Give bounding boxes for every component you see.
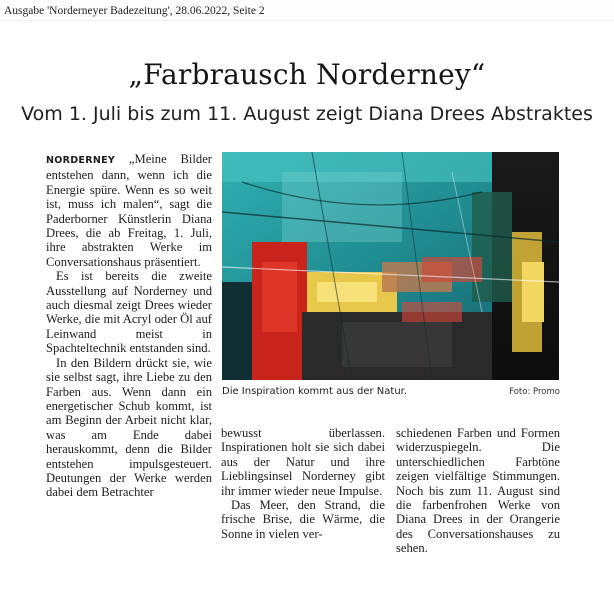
article-paragraph: Das Meer, den Strand, die frische Brise, die Wärme, die Sonne in vielen ver- bbox=[221, 498, 385, 541]
article-paragraph: Es ist bereits die zweite Ausstellung auf Norderney und auch diesmal zeigt Drees wieder Werke, die mit Acryl oder Öl auf Leinwand meist in Spachteltechnik entstanden sind. bbox=[46, 269, 212, 356]
photo-credit: Foto: Promo bbox=[509, 387, 560, 397]
article-column-3 bbox=[396, 426, 560, 556]
article-paragraph: In den Bildern drückt sie, wie sie selbst sagt, ihre Liebe zu den Farben aus. Wenn dann ein energetischer Schub kommt, ist am Beginn der Arbeit nicht klar, was am Ende dabei herauskommt, denn die Bilder entstehen impulsgesteuert. Deutungen der Werke werden dabei dem Betrachter bbox=[46, 355, 212, 500]
abstract-painting-icon bbox=[222, 152, 559, 380]
photo-caption: Die Inspiration kommt aus der Natur. bbox=[222, 386, 408, 397]
subheadline: Vom 1. Juli bis zum 11. August zeigt Diana Drees Abstraktes bbox=[21, 103, 593, 125]
abstract-painting-photo bbox=[222, 152, 559, 380]
article-paragraph bbox=[46, 152, 212, 269]
paragraph-text: „Meine Bilder entstehen dann, wenn ich die Energie spüre. Wenn es so weit ist, muss ich malen“, sagt die Paderborner Künstlerin Diana Drees, die ab Freitag, 1. Juli, ihre abstrakten Werke im Conversationshaus präsentiert. bbox=[46, 152, 212, 269]
dateline: NORDERNEY bbox=[46, 155, 116, 166]
article-paragraph: schiedenen Farben und Formen widerzuspiegeln. Die unterschiedlichen Farbtöne zeigen vielfältige Stimmungen. Noch bis zum 11. August sind die farbenfrohen Werke von Diana Drees in der Orangerie des Conversationshauses zu sehen. bbox=[396, 426, 560, 556]
article-paragraph: bewusst überlassen. Inspirationen holt sie sich dabei aus der Natur und ihre Lieblingsinsel Norderney gibt ihr immer wieder neue Impulse. bbox=[221, 426, 385, 498]
source-bar bbox=[0, 0, 614, 21]
source-line: Ausgabe 'Norderneyer Badezeitung', 28.06.2022, Seite 2 bbox=[4, 5, 265, 17]
headline: „Farbrausch Norderney“ bbox=[128, 58, 486, 91]
article-column-2 bbox=[221, 426, 385, 541]
article-column-1 bbox=[46, 152, 212, 500]
